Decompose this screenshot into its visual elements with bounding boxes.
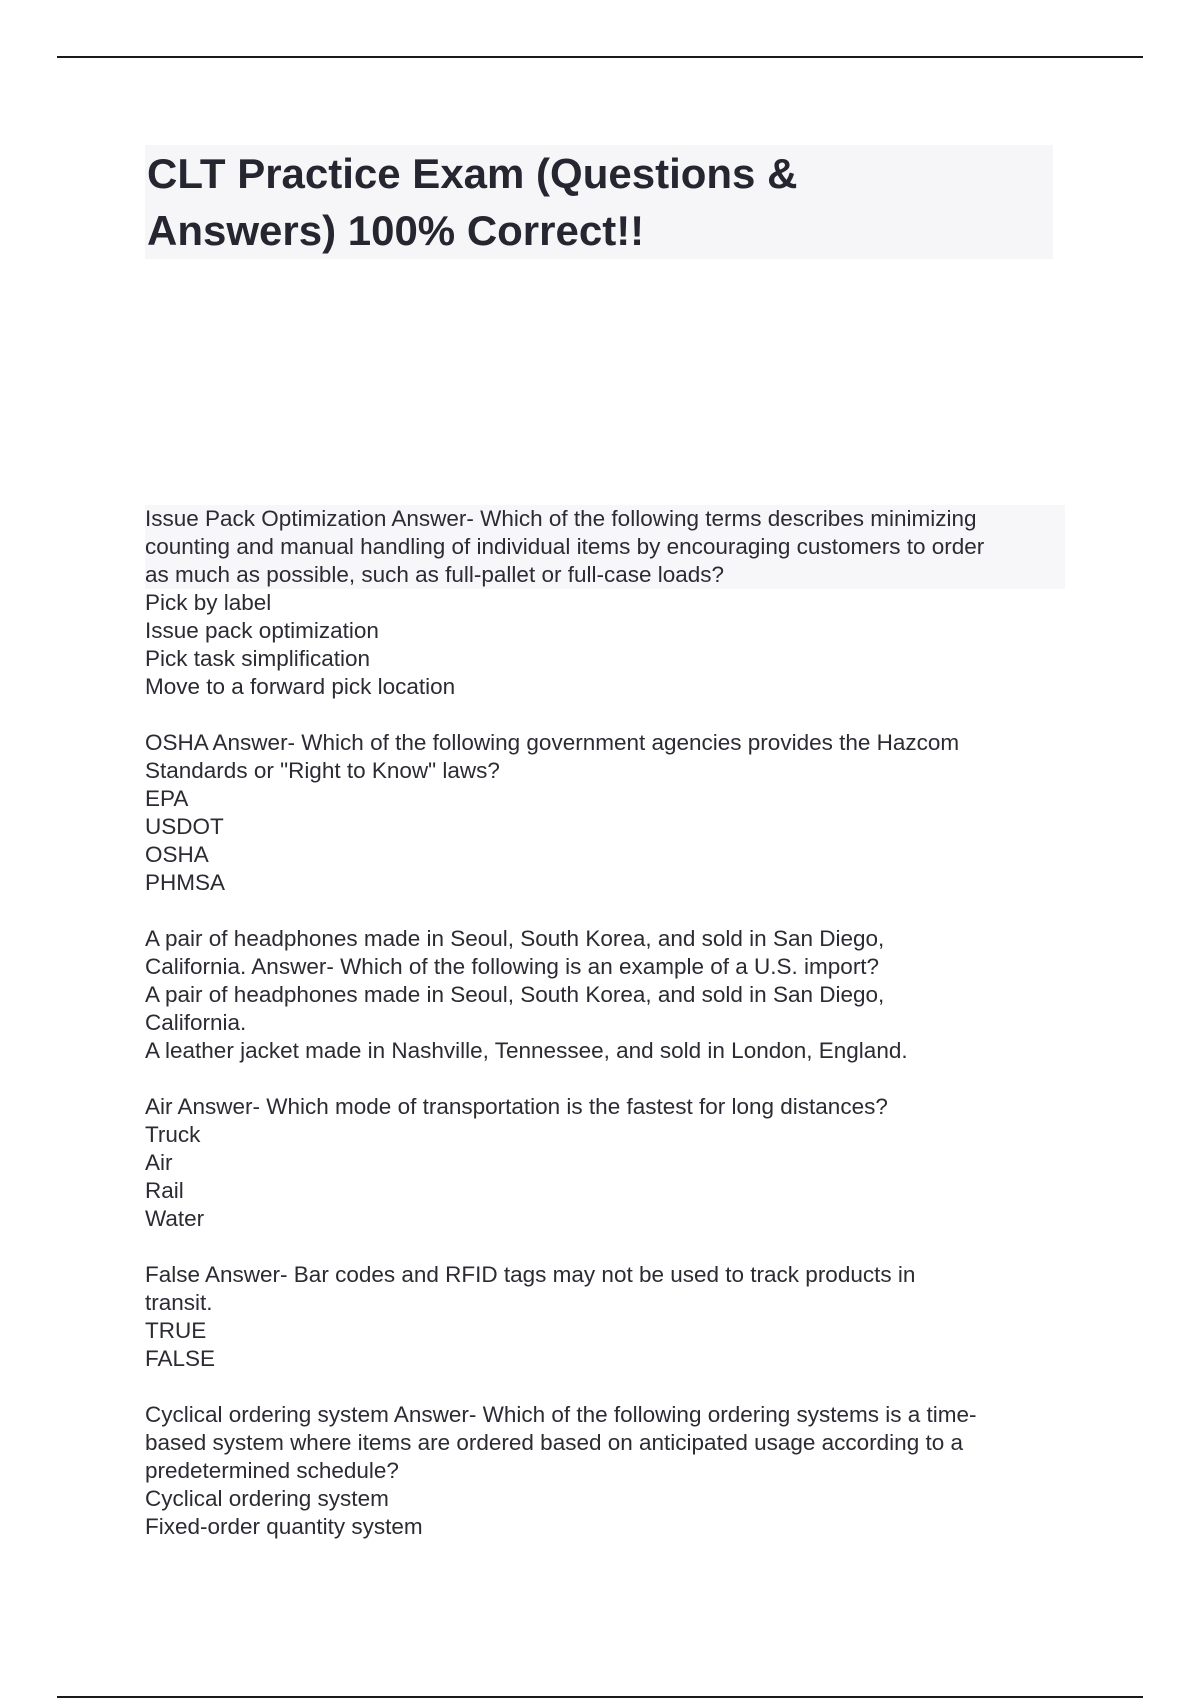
answer-option: PHMSA <box>145 870 226 895</box>
qa-item <box>145 729 1065 897</box>
answer-option: Cyclical ordering system <box>145 1486 389 1511</box>
answer-option: Pick task simplification <box>145 646 371 671</box>
question-line: Issue Pack Optimization Answer- Which of the following terms describes minimizing <box>145 505 1065 533</box>
title-block <box>145 145 1053 259</box>
answer-option: Water <box>145 1206 205 1231</box>
question-line: California. Answer- Which of the following is an example of a U.S. import? <box>145 954 880 979</box>
answer-option: Issue pack optimization <box>145 618 379 643</box>
question-line: Air Answer- Which mode of transportation is the fastest for long distances? <box>145 1094 888 1119</box>
question-line: Standards or "Right to Know" laws? <box>145 758 500 783</box>
qa-item <box>145 1093 1065 1233</box>
question-line: A pair of headphones made in Seoul, South Korea, and sold in San Diego, <box>145 926 885 951</box>
answer-option: Air <box>145 1150 173 1175</box>
title-line-1: CLT Practice Exam (Questions & <box>147 150 798 197</box>
question-line: counting and manual handling of individual items by encouraging customers to order <box>145 533 1065 561</box>
title-line-2: Answers) 100% Correct!! <box>147 207 645 254</box>
answer-option: Truck <box>145 1122 201 1147</box>
answer-option: California. <box>145 1010 247 1035</box>
question-line: as much as possible, such as full-pallet or full-case loads? <box>145 561 1065 589</box>
qa-list <box>145 505 1065 1569</box>
qa-item <box>145 1401 1065 1541</box>
answer-option: Rail <box>145 1178 184 1203</box>
question-line: predetermined schedule? <box>145 1458 399 1483</box>
answer-option: Fixed-order quantity system <box>145 1514 423 1539</box>
question-line: based system where items are ordered based on anticipated usage according to a <box>145 1430 963 1455</box>
document-title <box>145 145 1053 259</box>
question-line: OSHA Answer- Which of the following government agencies provides the Hazcom <box>145 730 960 755</box>
answer-option: USDOT <box>145 814 224 839</box>
answer-option: Pick by label <box>145 590 272 615</box>
answer-option: OSHA <box>145 842 209 867</box>
footer-rule <box>57 1696 1143 1698</box>
question-line: False Answer- Bar codes and RFID tags may not be used to track products in <box>145 1262 916 1287</box>
answer-option: A pair of headphones made in Seoul, South Korea, and sold in San Diego, <box>145 982 885 1007</box>
question-line: transit. <box>145 1290 213 1315</box>
answer-option: EPA <box>145 786 189 811</box>
answer-option: Move to a forward pick location <box>145 674 456 699</box>
answer-option: TRUE <box>145 1318 207 1343</box>
qa-item <box>145 505 1065 701</box>
answer-option: A leather jacket made in Nashville, Tennessee, and sold in London, England. <box>145 1038 908 1063</box>
answer-option: FALSE <box>145 1346 216 1371</box>
question-line: Cyclical ordering system Answer- Which of the following ordering systems is a time- <box>145 1402 977 1427</box>
qa-item <box>145 1261 1065 1373</box>
qa-item <box>145 925 1065 1065</box>
header-rule <box>57 56 1143 58</box>
